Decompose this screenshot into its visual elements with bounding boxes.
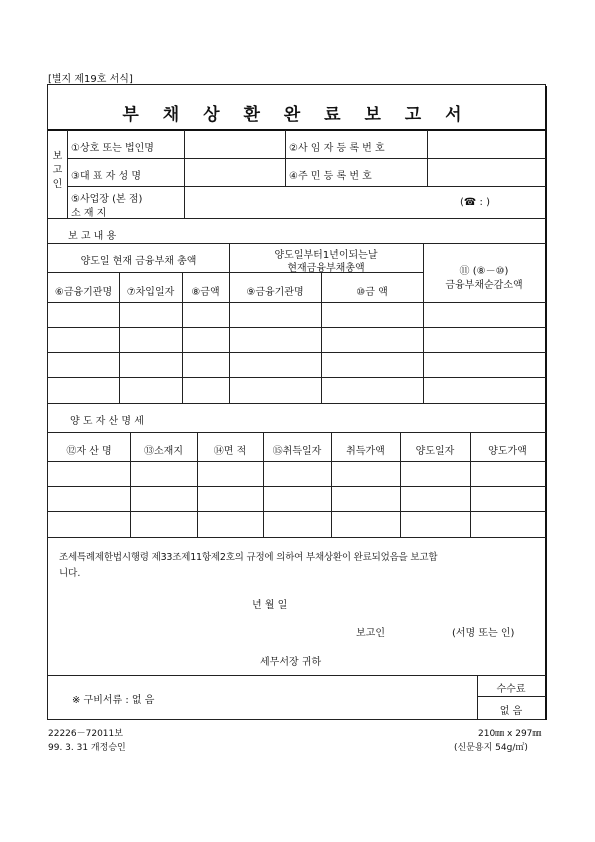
col-header-financial-institution: ⑥금융기관명 [54,287,113,298]
representative-name-label: ③대 표 자 성 명 [71,171,141,182]
row-line [48,461,546,462]
representative-name-field[interactable] [186,160,283,184]
statement-text-line1: 조세특례제한법시행령 제33조제11항제2호의 규정에 의하여 부채상환이 완료되었음을 보고합 [59,552,438,563]
col-header-transfer-price: 양도가액 [488,446,527,457]
paper-type: (신문용지 54g/㎡) [454,743,528,753]
col-header-financial-institution-2: ⑨금융기관명 [246,287,304,298]
form-number-label: [별지 제19호 서식] [48,74,133,85]
report-content-heading: 보 고 내 용 [68,231,117,242]
row-line [48,432,546,433]
business-name-field[interactable] [186,132,283,156]
debt-group-header-2-line2: 현재금융부채총액 [287,263,365,274]
reporter-side-char: 보 [52,151,63,162]
col-header-location: ⑬소재지 [144,446,183,457]
resident-number-label: ④주 민 등 록 번 호 [289,171,372,182]
col-line [427,130,428,186]
col-line [285,130,286,186]
report-date-field[interactable]: 년 월 일 [252,600,288,611]
row-line [48,377,546,378]
business-address-label-line1: ⑤사업장 (본 점) [71,194,143,205]
business-reg-number-label: ②사 임 자 등 록 번 호 [289,143,385,154]
attachment-note: ※ 구비서류 : 없 음 [72,695,155,706]
col-header-acquisition-price: 취득가액 [346,446,385,457]
business-name-label: ①상호 또는 법인명 [71,143,154,154]
business-reg-number-field[interactable] [429,132,543,156]
fee-value: 없 음 [499,706,523,717]
row-line [48,675,546,676]
signature-field[interactable]: (서명 또는 인) [452,628,515,639]
row-line [48,352,546,353]
row-line [48,537,546,538]
col-header-asset-name: ⑫자 산 명 [66,446,112,457]
debt-group-header-2-line1: 양도일부터1년이되는날 [274,250,378,261]
col-line [184,130,185,218]
row-line [48,243,546,244]
title-divider [48,129,546,131]
row-line [67,186,546,187]
reporter-side-label [48,150,67,192]
reporter-side-divider [67,130,68,218]
col-header-area: ⑭면 적 [213,446,247,457]
statement-text-line2: 니다. [59,568,81,579]
resident-number-field[interactable] [429,160,543,184]
approval-date: 99. 3. 31 개정승인 [48,743,126,753]
col-header-transfer-date: 양도일자 [415,446,455,457]
col-header-amount-2: ⑩금 액 [356,287,388,298]
row-line [48,327,546,328]
col-header-borrowing-date: ⑦차입일자 [126,287,175,298]
reporter-label: 보고인 [356,628,385,639]
form-title: 부 채 상 환 완 료 보 고 서 [122,105,471,125]
reporter-side-char: 고 [52,165,63,176]
row-line [48,218,546,219]
row-line [48,403,546,404]
phone-field[interactable]: (☎ : ) [460,197,490,208]
row-line [477,696,546,697]
tax-office-addressee: 세무서장 귀하 [260,657,322,668]
row-line [48,302,546,303]
asset-details-heading: 양 도 자 산 명 세 [70,416,144,427]
form-code: 22226－72011보 [48,729,123,739]
net-decrease-header-line1: ⑪ (⑧－⑩) [459,266,509,277]
paper-size: 210㎜ x 297㎜ [478,729,542,739]
row-line [67,158,546,159]
col-header-acquisition-date: ⑮취득일자 [272,446,322,457]
debt-group-header-1: 양도일 현재 금융부채 총액 [80,256,197,267]
row-line [48,486,546,487]
row-line [48,511,546,512]
reporter-side-char: 인 [52,179,63,190]
business-address-label-line2: 소 재 지 [71,208,107,219]
col-header-amount: ⑧금액 [191,287,220,298]
net-decrease-header-line2: 금융부채순감소액 [445,280,523,291]
business-address-field[interactable] [186,188,456,216]
fee-label: 수수료 [496,684,526,695]
